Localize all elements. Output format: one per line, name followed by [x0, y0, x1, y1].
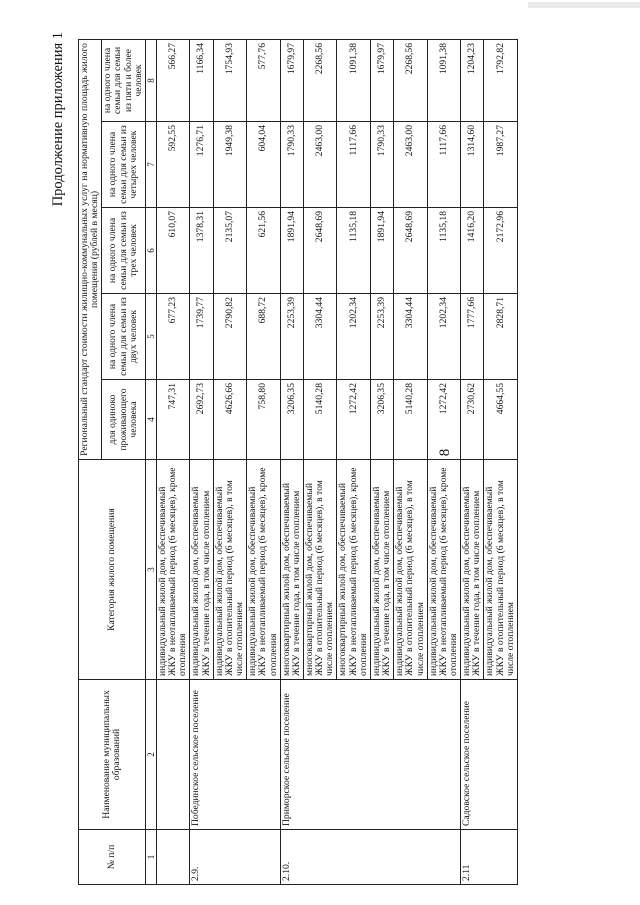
cost-value: 2135,07 [213, 208, 246, 294]
housing-category: индивидуальный жилой дом, обеспечиваемый ЖКУ в неотапливаемый период (6 месяцев), кроме отопления [427, 460, 460, 680]
housing-category: многоквартирный жилой дом, обеспечиваемый ЖКУ в течение года, в том числе отоплением [280, 460, 303, 680]
cost-value: 5140,28 [303, 380, 336, 460]
table-header [79, 39, 157, 884]
cost-value: 1790,33 [370, 122, 393, 208]
housing-category: индивидуальный жилой дом, обеспечиваемый ЖКУ в отопительный период (6 месяцев), в том числе отоплением [213, 460, 246, 680]
cost-value: 4664,55 [484, 380, 517, 460]
municipality-name [156, 680, 189, 830]
cost-value: 1679,97 [370, 39, 393, 121]
cost-value: 1166,34 [190, 39, 213, 121]
housing-category: индивидуальный жилой дом, обеспечиваемый ЖКУ в течение года, в том числе отоплением [370, 460, 393, 680]
table-body [156, 39, 517, 884]
housing-category: индивидуальный жилой дом, обеспечиваемый ЖКУ в отопительный период (6 месяцев), в том числе отоплением [484, 460, 517, 680]
cost-value: 1790,33 [280, 122, 303, 208]
cost-value: 2463,00 [394, 122, 427, 208]
row-number [156, 830, 189, 885]
cost-value: 1091,38 [427, 39, 460, 121]
cost-value: 621,56 [247, 208, 280, 294]
column-number: 7 [145, 122, 156, 208]
cost-value: 4626,66 [213, 380, 246, 460]
row-number: 2.10. [280, 830, 461, 885]
cost-value: 1987,27 [484, 122, 517, 208]
cost-value: 1777,66 [461, 294, 484, 380]
cost-value: 3206,35 [370, 380, 393, 460]
cost-value: 1949,38 [213, 122, 246, 208]
cost-value: 1792,82 [484, 39, 517, 121]
cost-value: 2692,73 [190, 380, 213, 460]
cost-value: 1135,18 [427, 208, 460, 294]
cost-value: 5140,28 [394, 380, 427, 460]
header-family-2: на одного члена семьи для семьи из двух человек [102, 294, 146, 380]
cost-value: 2268,56 [394, 39, 427, 121]
header-single: для одиноко проживающего человека [102, 380, 146, 460]
row-number: 2.9. [190, 830, 280, 885]
row-number: 2.11 [461, 830, 518, 885]
header-family-5: на одного члена семьи для семьи из пяти и более человек [102, 39, 146, 121]
table-row [190, 39, 213, 884]
header-category: Категория жилого помещения [79, 460, 146, 680]
housing-category: индивидуальный жилой дом, обеспечиваемый ЖКУ в неотапливаемый период (6 месяцев), кроме отопления [156, 460, 189, 680]
housing-category: индивидуальный жилой дом, обеспечиваемый ЖКУ в течение года, в том числе отоплением [461, 460, 484, 680]
cost-value: 3304,44 [303, 294, 336, 380]
cost-value: 3206,35 [280, 380, 303, 460]
cost-value: 1416,20 [461, 208, 484, 294]
cost-value: 577,76 [247, 39, 280, 121]
cost-value: 2268,56 [303, 39, 336, 121]
cost-value: 1135,18 [337, 208, 370, 294]
column-number: 4 [145, 380, 156, 460]
cost-value: 592,55 [156, 122, 189, 208]
cost-value: 1739,77 [190, 294, 213, 380]
cost-value: 677,23 [156, 294, 189, 380]
cost-value: 1272,42 [427, 380, 460, 460]
cost-value: 1314,60 [461, 122, 484, 208]
header-family-3: на одного члена семьи для семьи из трех человек [102, 208, 146, 294]
cost-value: 1679,97 [280, 39, 303, 121]
header-family-4: на одного члена семьи для семьи из четырех человек [102, 122, 146, 208]
cost-value: 2648,69 [303, 208, 336, 294]
housing-category: индивидуальный жилой дом, обеспечиваемый ЖКУ в неотапливаемый период (6 месяцев), кроме отопления [247, 460, 280, 680]
cost-value: 2463,00 [303, 122, 336, 208]
cost-value: 758,80 [247, 380, 280, 460]
cost-value: 1202,34 [337, 294, 370, 380]
cost-value: 1891,94 [370, 208, 393, 294]
cost-value: 2790,82 [213, 294, 246, 380]
cost-value: 2253,39 [280, 294, 303, 380]
continuation-heading: Продолжение приложения 1 [50, 32, 66, 207]
housing-category: многоквартирный жилой дом, обеспечиваемый ЖКУ в отопительный период (6 месяцев), в том числе отоплением [303, 460, 336, 680]
cost-value: 1378,31 [190, 208, 213, 294]
cost-value: 604,04 [247, 122, 280, 208]
column-number: 6 [145, 208, 156, 294]
page-number: 8 [437, 448, 453, 457]
cost-value: 2172,96 [484, 208, 517, 294]
cost-value: 2828,71 [484, 294, 517, 380]
cost-value: 1204,23 [461, 39, 484, 121]
housing-category: индивидуальный жилой дом, обеспечиваемый ЖКУ в течение года, в том числе отоплением [190, 460, 213, 680]
cost-value: 747,31 [156, 380, 189, 460]
table-row [280, 39, 303, 884]
cost-value: 1091,38 [337, 39, 370, 121]
cost-value: 1272,42 [337, 380, 370, 460]
housing-category: многоквартирный жилой дом, обеспечиваемый ЖКУ в неотапливаемый период (6 месяцев), кроме отопления [337, 460, 370, 680]
cost-value: 1754,93 [213, 39, 246, 121]
column-number: 2 [145, 680, 156, 830]
cost-value: 2253,39 [370, 294, 393, 380]
housing-cost-table [78, 39, 518, 885]
cost-value: 1891,94 [280, 208, 303, 294]
column-numbers-row [145, 39, 156, 884]
header-no: № п/п [79, 830, 146, 885]
cost-value: 688,72 [247, 294, 280, 380]
table-row [461, 39, 484, 884]
column-number: 3 [145, 460, 156, 680]
cost-value: 2648,69 [394, 208, 427, 294]
cost-value: 566,27 [156, 39, 189, 121]
municipality-name: Приморское сельское поселение [280, 680, 461, 830]
cost-value: 3304,44 [394, 294, 427, 380]
cost-value: 1117,66 [337, 122, 370, 208]
table-row [156, 39, 189, 884]
municipality-name: Побединское сельское поселение [190, 680, 280, 830]
cost-value: 1202,34 [427, 294, 460, 380]
header-standard-group: Региональный стандарт стоимости жилищно-коммунальных услуг на нормативную площадь жилого помещения (рублей в месяц) [79, 39, 102, 459]
cost-value: 610,07 [156, 208, 189, 294]
column-number: 5 [145, 294, 156, 380]
cost-value: 1276,71 [190, 122, 213, 208]
municipality-name: Садовское сельское поселение [461, 680, 518, 830]
column-number: 1 [145, 830, 156, 885]
cost-value: 1117,66 [427, 122, 460, 208]
housing-category: индивидуальный жилой дом, обеспечиваемый ЖКУ в отопительный период (6 месяцев), в том числе отоплением [394, 460, 427, 680]
header-municipality: Наименование муниципальных образований [79, 680, 146, 830]
cost-value: 2730,62 [461, 380, 484, 460]
column-number: 8 [145, 39, 156, 121]
